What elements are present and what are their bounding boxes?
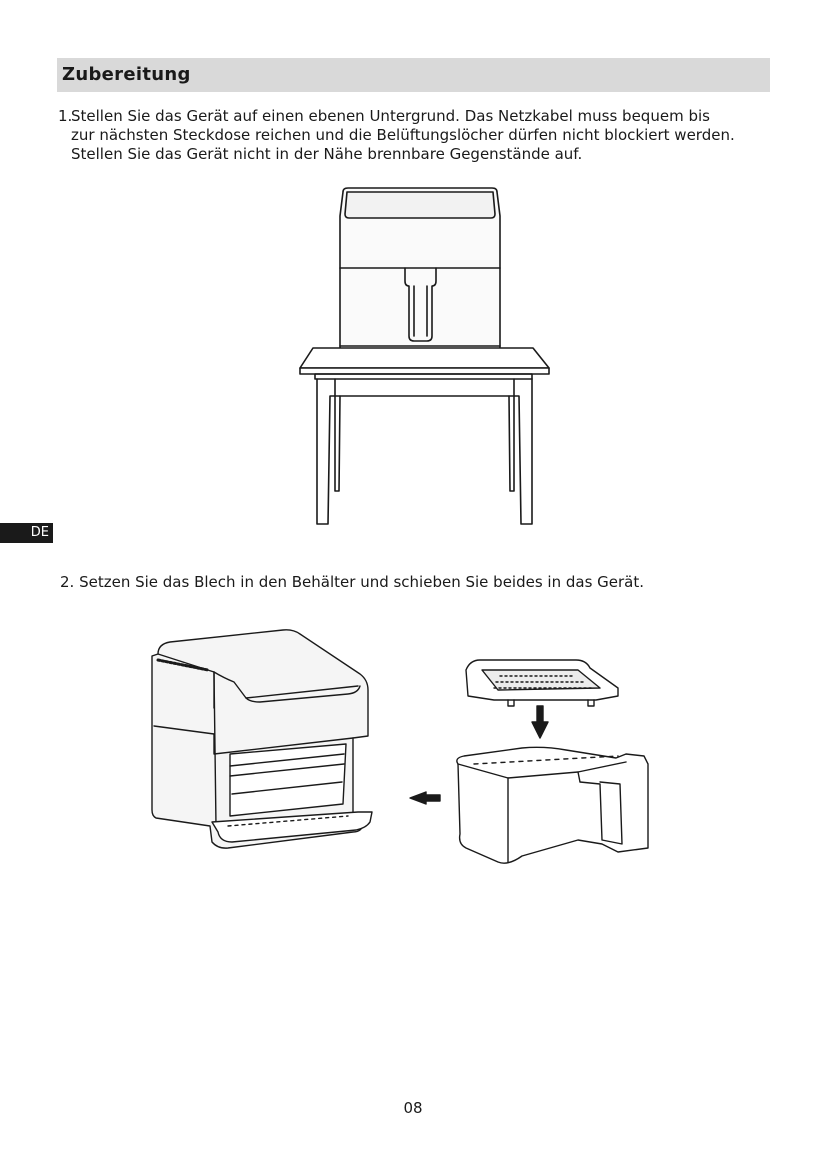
- step-2: [60, 573, 760, 592]
- arrow-down-icon: [532, 706, 548, 738]
- step-2-number: 2.: [60, 573, 75, 591]
- step-1-number: 1.: [58, 107, 73, 125]
- basket-insertion-illustration: [148, 626, 668, 876]
- air-fryer-housing-icon: [152, 630, 372, 848]
- crisper-tray-icon: [466, 660, 618, 706]
- step-1: [58, 107, 738, 164]
- section-title: Zubereitung: [62, 64, 191, 85]
- page-number: 08: [403, 1099, 423, 1117]
- language-tab-label: DE: [30, 525, 49, 540]
- step-2-text: Setzen Sie das Blech in den Behälter und schieben Sie beides in das Gerät.: [79, 573, 645, 591]
- language-tab: [0, 523, 53, 543]
- fryer-basket-icon: [457, 747, 648, 863]
- section-header: [57, 58, 770, 92]
- arrow-left-icon: [410, 792, 440, 804]
- air-fryer-on-table-illustration: [295, 186, 555, 531]
- step-1-text: Stellen Sie das Gerät auf einen ebenen Untergrund. Das Netzkabel muss bequem bis zur nächsten Steckdose reichen und die Belüftungslöcher dürfen nicht blockiert werden. Stellen Sie das Gerät nicht in der Nähe brennbare Gegenstände auf.: [71, 107, 735, 163]
